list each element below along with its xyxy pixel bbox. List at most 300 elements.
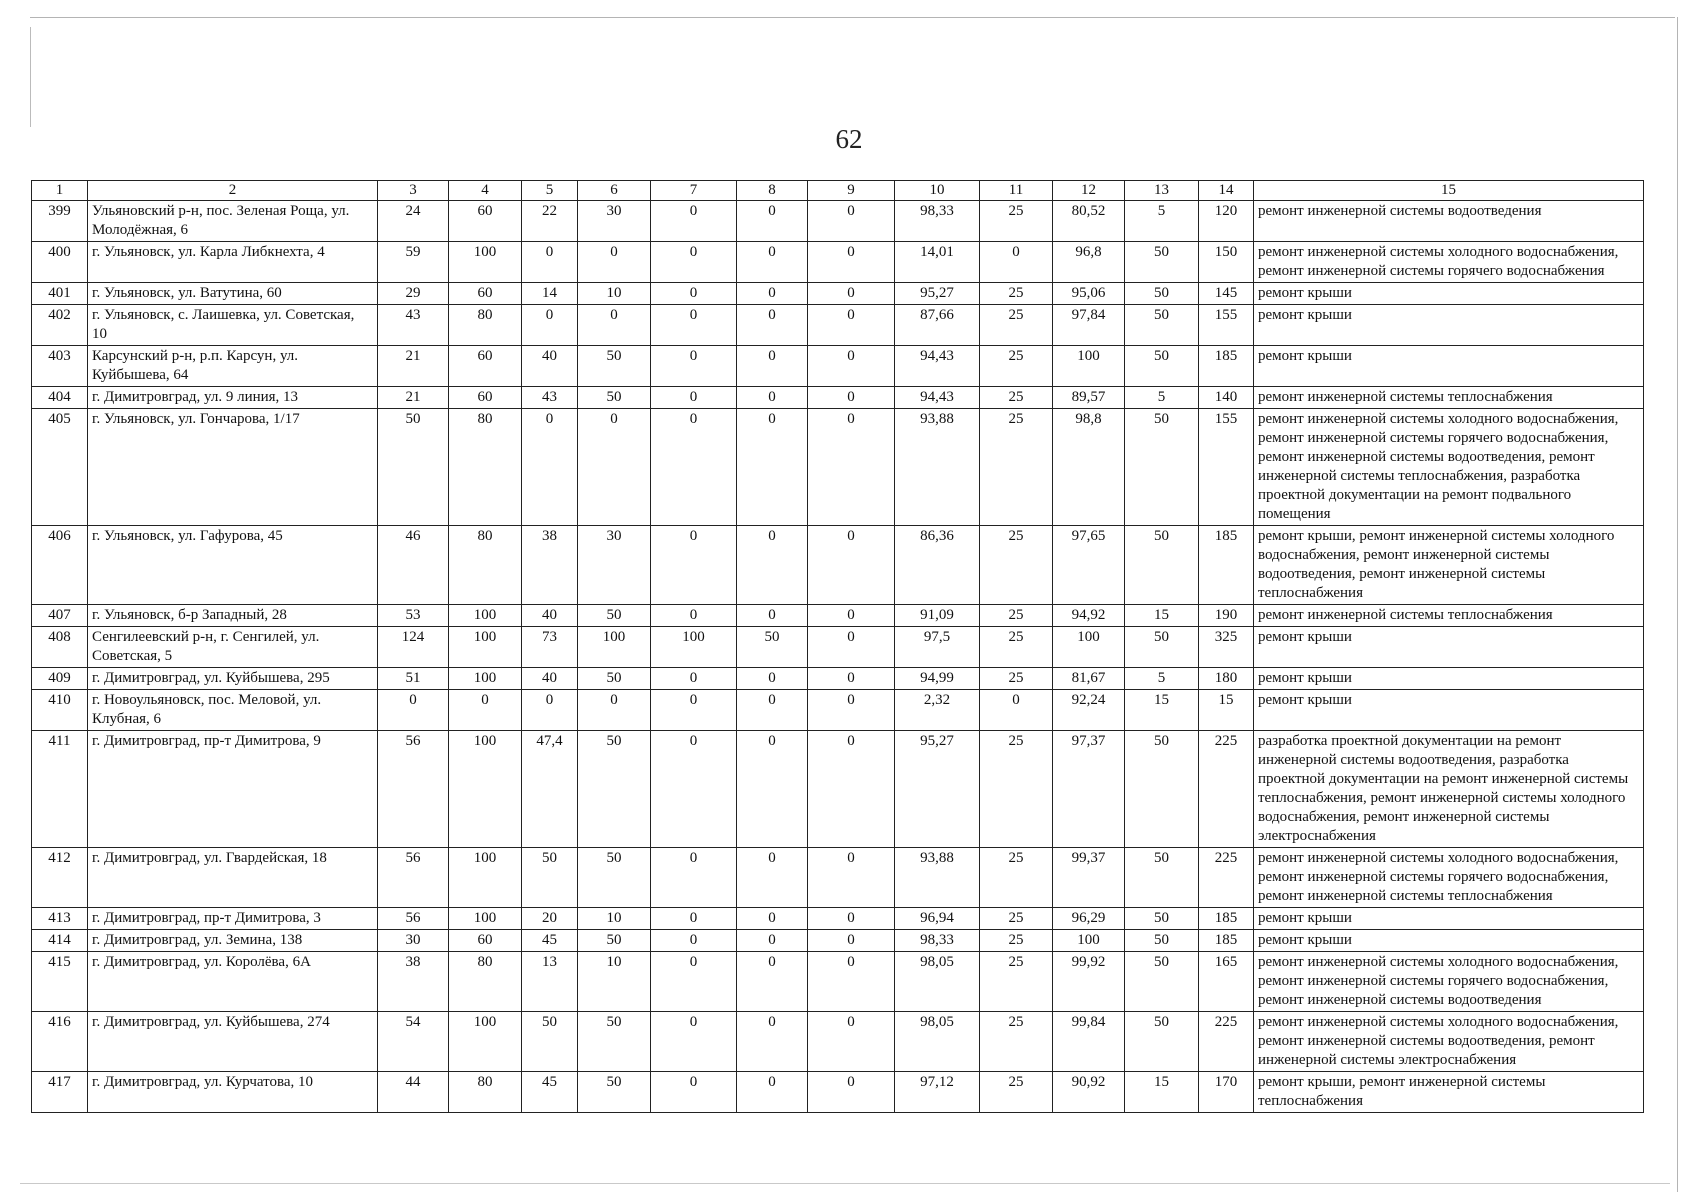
value-cell-4: 60	[449, 346, 522, 387]
value-cell-14: 225	[1199, 731, 1254, 848]
value-cell-3: 56	[378, 908, 449, 930]
value-cell-12: 90,92	[1053, 1072, 1125, 1113]
address-cell: г. Димитровград, ул. Гвардейская, 18	[88, 848, 378, 908]
value-cell-6: 0	[578, 242, 651, 283]
value-cell-7: 0	[651, 283, 737, 305]
address-cell: г. Димитровград, ул. Куйбышева, 295	[88, 668, 378, 690]
value-cell-11: 25	[980, 1012, 1053, 1072]
value-cell-3: 53	[378, 605, 449, 627]
column-header: 2	[88, 181, 378, 201]
value-cell-6: 50	[578, 387, 651, 409]
value-cell-5: 43	[522, 387, 578, 409]
value-cell-11: 25	[980, 409, 1053, 526]
value-cell-12: 81,67	[1053, 668, 1125, 690]
value-cell-3: 38	[378, 952, 449, 1012]
work-type-cell: ремонт инженерной системы холодного водоснабжения, ремонт инженерной системы горячего водоснабжения, ремонт инженерной системы теплоснабжения	[1254, 848, 1644, 908]
value-cell-11: 25	[980, 930, 1053, 952]
value-cell-7: 0	[651, 930, 737, 952]
table-row	[32, 690, 1644, 731]
value-cell-7: 0	[651, 305, 737, 346]
value-cell-13: 5	[1125, 387, 1199, 409]
value-cell-8: 0	[737, 908, 808, 930]
value-cell-14: 180	[1199, 668, 1254, 690]
column-header: 1	[32, 181, 88, 201]
value-cell-6: 50	[578, 731, 651, 848]
value-cell-6: 50	[578, 848, 651, 908]
value-cell-6: 50	[578, 930, 651, 952]
value-cell-10: 86,36	[895, 526, 980, 605]
value-cell-4: 0	[449, 690, 522, 731]
value-cell-7: 100	[651, 627, 737, 668]
table-row	[32, 930, 1644, 952]
work-type-cell: ремонт инженерной системы холодного водоснабжения, ремонт инженерной системы горячего водоснабжения, ремонт инженерной системы водоотведения, ремонт инженерной системы теплоснабжения, разработка проектной документации на ремонт подвального помещения	[1254, 409, 1644, 526]
column-header: 8	[737, 181, 808, 201]
value-cell-3: 24	[378, 201, 449, 242]
row-number-cell: 413	[32, 908, 88, 930]
work-type-cell: ремонт крыши	[1254, 283, 1644, 305]
row-number-cell: 399	[32, 201, 88, 242]
row-number-cell: 404	[32, 387, 88, 409]
value-cell-10: 2,32	[895, 690, 980, 731]
value-cell-4: 100	[449, 242, 522, 283]
work-type-cell: ремонт инженерной системы холодного водоснабжения, ремонт инженерной системы горячего водоснабжения	[1254, 242, 1644, 283]
work-type-cell: ремонт инженерной системы водоотведения	[1254, 201, 1644, 242]
address-cell: г. Димитровград, пр-т Димитрова, 3	[88, 908, 378, 930]
scan-edge-top	[30, 17, 1675, 18]
value-cell-8: 0	[737, 930, 808, 952]
value-cell-10: 94,43	[895, 387, 980, 409]
value-cell-6: 50	[578, 1012, 651, 1072]
value-cell-8: 0	[737, 605, 808, 627]
value-cell-5: 47,4	[522, 731, 578, 848]
value-cell-8: 0	[737, 283, 808, 305]
value-cell-9: 0	[808, 387, 895, 409]
value-cell-9: 0	[808, 690, 895, 731]
value-cell-6: 50	[578, 605, 651, 627]
value-cell-10: 95,27	[895, 731, 980, 848]
column-header: 10	[895, 181, 980, 201]
column-header: 11	[980, 181, 1053, 201]
value-cell-9: 0	[808, 283, 895, 305]
value-cell-4: 100	[449, 668, 522, 690]
row-number-cell: 412	[32, 848, 88, 908]
value-cell-5: 73	[522, 627, 578, 668]
value-cell-13: 5	[1125, 668, 1199, 690]
address-cell: г. Димитровград, пр-т Димитрова, 9	[88, 731, 378, 848]
value-cell-9: 0	[808, 526, 895, 605]
value-cell-10: 91,09	[895, 605, 980, 627]
value-cell-3: 43	[378, 305, 449, 346]
value-cell-12: 95,06	[1053, 283, 1125, 305]
value-cell-12: 92,24	[1053, 690, 1125, 731]
value-cell-14: 155	[1199, 305, 1254, 346]
value-cell-5: 38	[522, 526, 578, 605]
value-cell-6: 50	[578, 1072, 651, 1113]
value-cell-14: 185	[1199, 908, 1254, 930]
value-cell-10: 98,05	[895, 1012, 980, 1072]
value-cell-9: 0	[808, 305, 895, 346]
table-row	[32, 731, 1644, 848]
value-cell-7: 0	[651, 409, 737, 526]
table-row	[32, 848, 1644, 908]
table-row	[32, 908, 1644, 930]
table-row	[32, 526, 1644, 605]
value-cell-7: 0	[651, 848, 737, 908]
value-cell-12: 97,84	[1053, 305, 1125, 346]
table-body	[32, 181, 1644, 1113]
row-number-cell: 414	[32, 930, 88, 952]
work-type-cell: ремонт инженерной системы холодного водоснабжения, ремонт инженерной системы водоотведения, ремонт инженерной системы электроснабжения	[1254, 1012, 1644, 1072]
value-cell-14: 225	[1199, 848, 1254, 908]
value-cell-13: 5	[1125, 201, 1199, 242]
value-cell-14: 185	[1199, 930, 1254, 952]
table-row	[32, 668, 1644, 690]
work-type-cell: ремонт крыши, ремонт инженерной системы холодного водоснабжения, ремонт инженерной системы водоотведения, ремонт инженерной системы теплоснабжения	[1254, 526, 1644, 605]
value-cell-11: 25	[980, 627, 1053, 668]
work-type-cell: ремонт крыши, ремонт инженерной системы теплоснабжения	[1254, 1072, 1644, 1113]
value-cell-5: 14	[522, 283, 578, 305]
value-cell-6: 10	[578, 908, 651, 930]
address-cell: г. Новоульяновск, пос. Меловой, ул. Клубная, 6	[88, 690, 378, 731]
value-cell-10: 14,01	[895, 242, 980, 283]
value-cell-13: 50	[1125, 952, 1199, 1012]
value-cell-6: 10	[578, 283, 651, 305]
value-cell-11: 25	[980, 605, 1053, 627]
value-cell-3: 21	[378, 387, 449, 409]
table-row	[32, 1012, 1644, 1072]
address-cell: г. Ульяновск, ул. Карла Либкнехта, 4	[88, 242, 378, 283]
value-cell-14: 325	[1199, 627, 1254, 668]
row-number-cell: 407	[32, 605, 88, 627]
value-cell-7: 0	[651, 605, 737, 627]
work-type-cell: ремонт крыши	[1254, 346, 1644, 387]
work-type-cell: ремонт крыши	[1254, 930, 1644, 952]
value-cell-5: 45	[522, 1072, 578, 1113]
value-cell-10: 98,05	[895, 952, 980, 1012]
value-cell-11: 25	[980, 305, 1053, 346]
address-cell: Сенгилеевский р-н, г. Сенгилей, ул. Советская, 5	[88, 627, 378, 668]
value-cell-4: 80	[449, 526, 522, 605]
table-row	[32, 605, 1644, 627]
value-cell-3: 54	[378, 1012, 449, 1072]
table-row	[32, 346, 1644, 387]
value-cell-3: 51	[378, 668, 449, 690]
value-cell-12: 99,37	[1053, 848, 1125, 908]
value-cell-3: 44	[378, 1072, 449, 1113]
value-cell-10: 94,43	[895, 346, 980, 387]
value-cell-12: 96,29	[1053, 908, 1125, 930]
value-cell-3: 0	[378, 690, 449, 731]
address-cell: г. Димитровград, ул. Курчатова, 10	[88, 1072, 378, 1113]
work-type-cell: ремонт инженерной системы теплоснабжения	[1254, 387, 1644, 409]
column-header-row	[32, 181, 1644, 201]
value-cell-14: 185	[1199, 526, 1254, 605]
value-cell-11: 25	[980, 731, 1053, 848]
value-cell-9: 0	[808, 908, 895, 930]
value-cell-11: 25	[980, 908, 1053, 930]
value-cell-8: 0	[737, 848, 808, 908]
value-cell-7: 0	[651, 731, 737, 848]
value-cell-5: 50	[522, 1012, 578, 1072]
value-cell-13: 50	[1125, 346, 1199, 387]
column-header: 14	[1199, 181, 1254, 201]
value-cell-9: 0	[808, 346, 895, 387]
value-cell-8: 0	[737, 387, 808, 409]
row-number-cell: 415	[32, 952, 88, 1012]
value-cell-5: 0	[522, 409, 578, 526]
value-cell-5: 45	[522, 930, 578, 952]
value-cell-7: 0	[651, 201, 737, 242]
value-cell-14: 225	[1199, 1012, 1254, 1072]
row-number-cell: 400	[32, 242, 88, 283]
value-cell-7: 0	[651, 668, 737, 690]
page-number: 62	[835, 124, 863, 154]
value-cell-11: 0	[980, 690, 1053, 731]
value-cell-9: 0	[808, 952, 895, 1012]
column-header: 12	[1053, 181, 1125, 201]
value-cell-8: 0	[737, 201, 808, 242]
value-cell-12: 80,52	[1053, 201, 1125, 242]
value-cell-13: 50	[1125, 627, 1199, 668]
row-number-cell: 410	[32, 690, 88, 731]
value-cell-7: 0	[651, 1012, 737, 1072]
value-cell-6: 30	[578, 201, 651, 242]
value-cell-8: 0	[737, 346, 808, 387]
work-type-cell: ремонт инженерной системы холодного водоснабжения, ремонт инженерной системы горячего водоснабжения, ремонт инженерной системы водоотведения	[1254, 952, 1644, 1012]
value-cell-5: 20	[522, 908, 578, 930]
value-cell-10: 87,66	[895, 305, 980, 346]
value-cell-11: 25	[980, 201, 1053, 242]
table-row	[32, 952, 1644, 1012]
value-cell-3: 124	[378, 627, 449, 668]
value-cell-10: 93,88	[895, 848, 980, 908]
value-cell-9: 0	[808, 930, 895, 952]
value-cell-9: 0	[808, 627, 895, 668]
value-cell-9: 0	[808, 201, 895, 242]
value-cell-4: 80	[449, 305, 522, 346]
value-cell-12: 94,92	[1053, 605, 1125, 627]
value-cell-8: 0	[737, 1012, 808, 1072]
address-cell: г. Ульяновск, ул. Гафурова, 45	[88, 526, 378, 605]
value-cell-3: 56	[378, 848, 449, 908]
value-cell-6: 30	[578, 526, 651, 605]
row-number-cell: 405	[32, 409, 88, 526]
value-cell-13: 15	[1125, 690, 1199, 731]
address-cell: г. Димитровград, ул. Земина, 138	[88, 930, 378, 952]
value-cell-13: 50	[1125, 930, 1199, 952]
scan-edge-bottom	[20, 1183, 1670, 1184]
value-cell-13: 50	[1125, 731, 1199, 848]
value-cell-12: 100	[1053, 627, 1125, 668]
value-cell-13: 15	[1125, 1072, 1199, 1113]
value-cell-14: 170	[1199, 1072, 1254, 1113]
column-header: 3	[378, 181, 449, 201]
value-cell-4: 60	[449, 283, 522, 305]
column-header: 6	[578, 181, 651, 201]
value-cell-6: 50	[578, 346, 651, 387]
address-cell: Карсунский р-н, р.п. Карсун, ул. Куйбышева, 64	[88, 346, 378, 387]
value-cell-12: 99,84	[1053, 1012, 1125, 1072]
value-cell-11: 25	[980, 848, 1053, 908]
value-cell-3: 50	[378, 409, 449, 526]
value-cell-4: 80	[449, 409, 522, 526]
value-cell-13: 50	[1125, 242, 1199, 283]
value-cell-11: 25	[980, 952, 1053, 1012]
value-cell-4: 100	[449, 1012, 522, 1072]
value-cell-7: 0	[651, 908, 737, 930]
value-cell-5: 0	[522, 242, 578, 283]
table-row	[32, 201, 1644, 242]
value-cell-6: 0	[578, 409, 651, 526]
address-cell: Ульяновский р-н, пос. Зеленая Роща, ул. Молодёжная, 6	[88, 201, 378, 242]
value-cell-10: 96,94	[895, 908, 980, 930]
work-type-cell: ремонт крыши	[1254, 690, 1644, 731]
table-row	[32, 1072, 1644, 1113]
work-type-cell: разработка проектной документации на ремонт инженерной системы водоотведения, разработка проектной документации на ремонт инженерной системы теплоснабжения, ремонт инженерной системы холодного водоснабжения, ремонт инженерной системы электроснабжения	[1254, 731, 1644, 848]
row-number-cell: 403	[32, 346, 88, 387]
value-cell-3: 59	[378, 242, 449, 283]
housing-repair-table	[31, 180, 1644, 1113]
value-cell-12: 100	[1053, 346, 1125, 387]
address-cell: г. Ульяновск, ул. Гончарова, 1/17	[88, 409, 378, 526]
work-type-cell: ремонт крыши	[1254, 627, 1644, 668]
value-cell-4: 60	[449, 930, 522, 952]
value-cell-6: 100	[578, 627, 651, 668]
value-cell-14: 140	[1199, 387, 1254, 409]
value-cell-12: 96,8	[1053, 242, 1125, 283]
value-cell-5: 0	[522, 305, 578, 346]
row-number-cell: 401	[32, 283, 88, 305]
value-cell-3: 29	[378, 283, 449, 305]
column-header: 9	[808, 181, 895, 201]
address-cell: г. Ульяновск, б-р Западный, 28	[88, 605, 378, 627]
value-cell-14: 150	[1199, 242, 1254, 283]
value-cell-7: 0	[651, 242, 737, 283]
value-cell-9: 0	[808, 605, 895, 627]
table-row	[32, 387, 1644, 409]
value-cell-3: 21	[378, 346, 449, 387]
value-cell-8: 0	[737, 242, 808, 283]
column-header: 15	[1254, 181, 1644, 201]
value-cell-12: 97,65	[1053, 526, 1125, 605]
value-cell-10: 95,27	[895, 283, 980, 305]
address-cell: г. Димитровград, ул. 9 линия, 13	[88, 387, 378, 409]
row-number-cell: 411	[32, 731, 88, 848]
row-number-cell: 416	[32, 1012, 88, 1072]
value-cell-8: 0	[737, 409, 808, 526]
value-cell-8: 0	[737, 952, 808, 1012]
address-cell: г. Димитровград, ул. Куйбышева, 274	[88, 1012, 378, 1072]
value-cell-13: 50	[1125, 526, 1199, 605]
value-cell-4: 80	[449, 1072, 522, 1113]
value-cell-9: 0	[808, 409, 895, 526]
scan-edge-left	[30, 27, 31, 127]
work-type-cell: ремонт крыши	[1254, 668, 1644, 690]
column-header: 5	[522, 181, 578, 201]
value-cell-13: 15	[1125, 605, 1199, 627]
value-cell-14: 155	[1199, 409, 1254, 526]
value-cell-3: 30	[378, 930, 449, 952]
value-cell-13: 50	[1125, 1012, 1199, 1072]
value-cell-10: 98,33	[895, 930, 980, 952]
value-cell-4: 100	[449, 627, 522, 668]
value-cell-6: 50	[578, 668, 651, 690]
value-cell-6: 0	[578, 305, 651, 346]
value-cell-3: 46	[378, 526, 449, 605]
value-cell-4: 60	[449, 201, 522, 242]
work-type-cell: ремонт крыши	[1254, 908, 1644, 930]
row-number-cell: 406	[32, 526, 88, 605]
value-cell-14: 185	[1199, 346, 1254, 387]
value-cell-9: 0	[808, 848, 895, 908]
value-cell-6: 0	[578, 690, 651, 731]
scan-edge-right	[1677, 17, 1678, 1192]
value-cell-11: 25	[980, 387, 1053, 409]
row-number-cell: 409	[32, 668, 88, 690]
value-cell-5: 13	[522, 952, 578, 1012]
value-cell-8: 0	[737, 690, 808, 731]
value-cell-9: 0	[808, 668, 895, 690]
value-cell-14: 165	[1199, 952, 1254, 1012]
value-cell-11: 25	[980, 283, 1053, 305]
value-cell-9: 0	[808, 1012, 895, 1072]
value-cell-5: 50	[522, 848, 578, 908]
value-cell-3: 56	[378, 731, 449, 848]
value-cell-13: 50	[1125, 908, 1199, 930]
value-cell-14: 190	[1199, 605, 1254, 627]
value-cell-14: 145	[1199, 283, 1254, 305]
value-cell-7: 0	[651, 526, 737, 605]
column-header: 13	[1125, 181, 1199, 201]
value-cell-8: 0	[737, 1072, 808, 1113]
value-cell-12: 89,57	[1053, 387, 1125, 409]
value-cell-11: 25	[980, 668, 1053, 690]
value-cell-9: 0	[808, 731, 895, 848]
value-cell-7: 0	[651, 952, 737, 1012]
table-row	[32, 627, 1644, 668]
value-cell-5: 40	[522, 346, 578, 387]
value-cell-8: 50	[737, 627, 808, 668]
value-cell-12: 100	[1053, 930, 1125, 952]
value-cell-4: 100	[449, 605, 522, 627]
address-cell: г. Ульяновск, с. Лаишевка, ул. Советская, 10	[88, 305, 378, 346]
value-cell-12: 97,37	[1053, 731, 1125, 848]
value-cell-10: 97,12	[895, 1072, 980, 1113]
value-cell-11: 25	[980, 526, 1053, 605]
value-cell-4: 80	[449, 952, 522, 1012]
value-cell-7: 0	[651, 346, 737, 387]
table-row	[32, 283, 1644, 305]
address-cell: г. Ульяновск, ул. Ватутина, 60	[88, 283, 378, 305]
value-cell-4: 100	[449, 848, 522, 908]
value-cell-8: 0	[737, 526, 808, 605]
table-row	[32, 305, 1644, 346]
address-cell: г. Димитровград, ул. Королёва, 6А	[88, 952, 378, 1012]
value-cell-14: 120	[1199, 201, 1254, 242]
value-cell-13: 50	[1125, 283, 1199, 305]
value-cell-7: 0	[651, 387, 737, 409]
table-row	[32, 242, 1644, 283]
value-cell-10: 93,88	[895, 409, 980, 526]
value-cell-5: 40	[522, 605, 578, 627]
work-type-cell: ремонт инженерной системы теплоснабжения	[1254, 605, 1644, 627]
value-cell-8: 0	[737, 668, 808, 690]
value-cell-8: 0	[737, 305, 808, 346]
value-cell-8: 0	[737, 731, 808, 848]
value-cell-12: 99,92	[1053, 952, 1125, 1012]
value-cell-7: 0	[651, 1072, 737, 1113]
value-cell-10: 94,99	[895, 668, 980, 690]
